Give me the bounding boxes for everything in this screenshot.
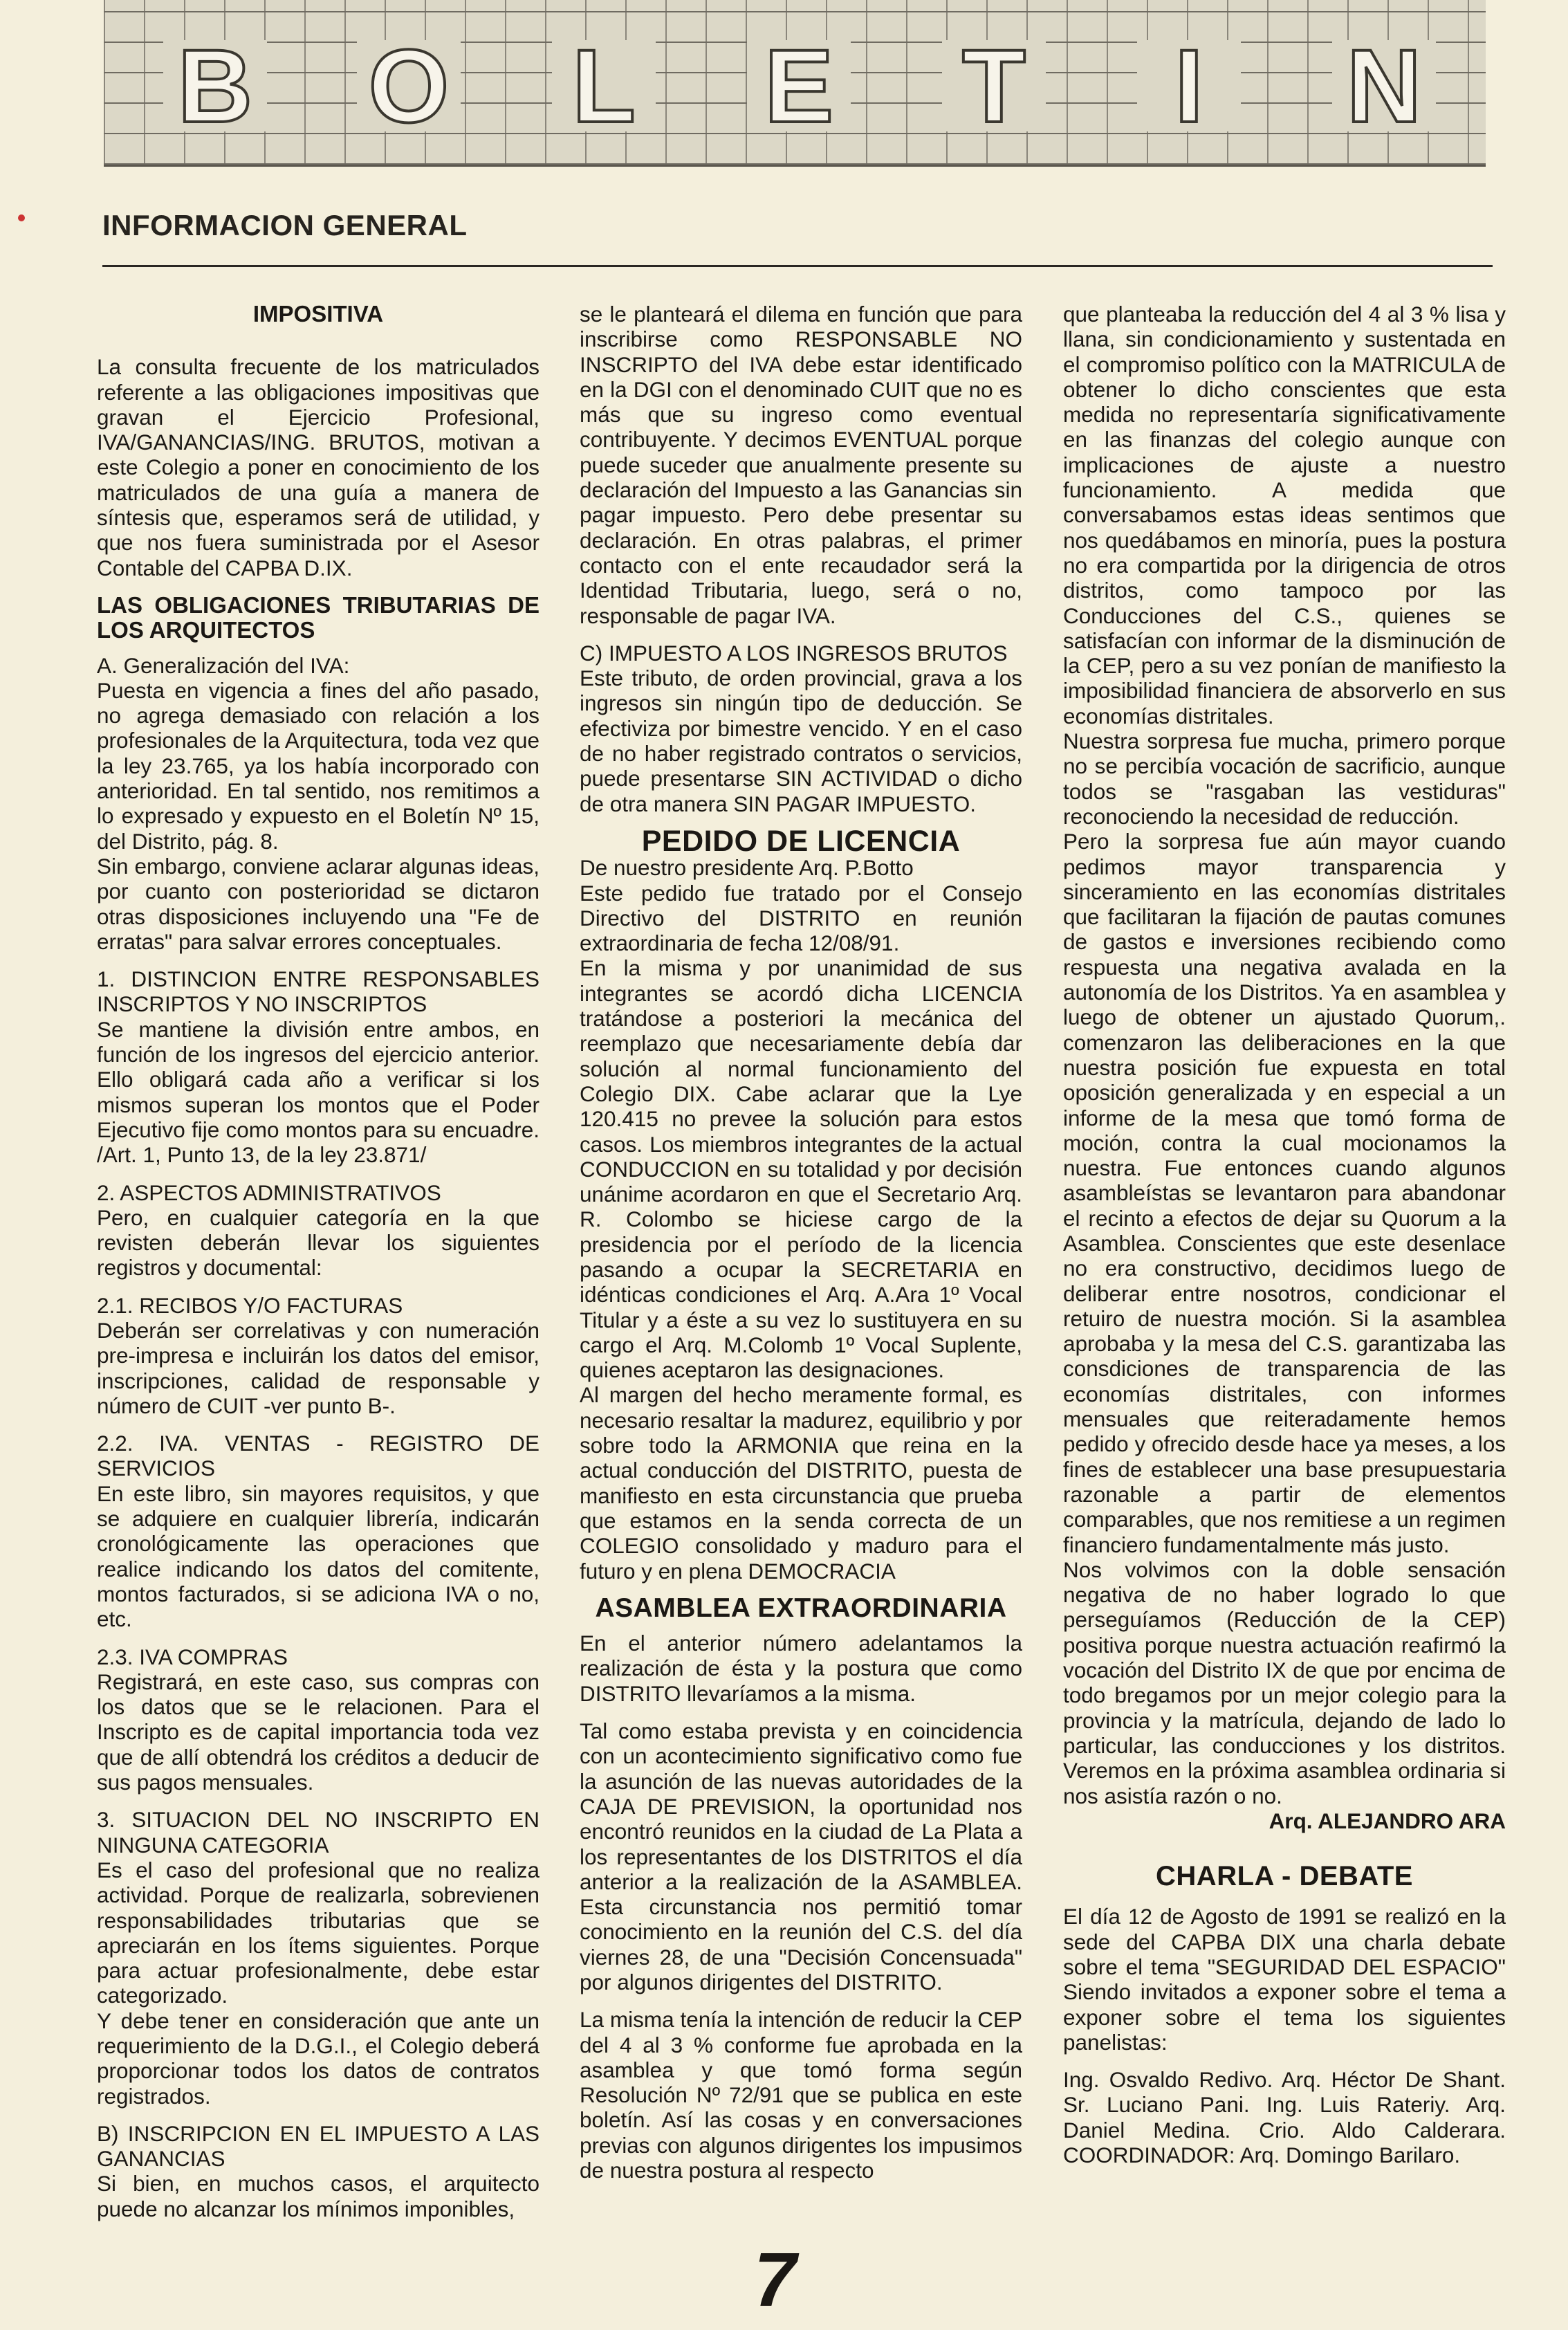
- heading-impositiva: IMPOSITIVA: [252, 301, 384, 327]
- paragraph: Pero, en cualquier categoría en la que revisten deberán llevar los siguientes registros y documental:: [97, 1204, 539, 1281]
- paragraph: El día 12 de Agosto de 1991 se realizó en la sede del CAPBA DIX una charla debate sobre el tema "SEGURIDAD DEL ESPACIO" Siendo invitados a exponer sobre el tema a exponer sobre el tema los siguientes panelistas:: [1063, 1904, 1506, 2055]
- paragraph: Este pedido fue tratado por el Consejo Directivo del DISTRITO en reunión extraordinaria de fecha 12/08/91.: [580, 880, 1022, 956]
- paragraph: Y debe tener en consideración que ante un requerimiento de la D.G.I., el Colegio deberá proporcionar todos los datos de contratos registrados.: [97, 2008, 539, 2109]
- banner-letter: N: [1332, 40, 1436, 131]
- paragraph: que planteaba la reducción del 4 al 3 % lisa y llana, sin condicionamiento y sustentada en el compromiso político con la MATRICULA de obtener lo dicho conscientes que esta medida no representaría significativamente en las finanzas del colegio aunque con implicaciones de ajuste a nuestro funcionamiento. A medida que conversabamos estas ideas sentimos que nos quedábamos en minoría, pues la postura no era compartida por la dirigencia de otros distritos, como tampoco por las Conducciones del C.S., quienes se satisfacían con informar de la disminución de la CEP, pero a su vez ponían de manifiesto la imposibilidad financiera de absorverlo en sus economías distritales.: [1063, 302, 1506, 728]
- paragraph: Este tributo, de orden provincial, grava a los ingresos sin ningún tipo de deducción. Se efectiviza por bimestre vencido. Y en el caso de no haber registrado contratos o servicios, puede presentarse SIN ACTIVIDAD o dicho de otra manera SIN PAGAR IMPUESTO.: [580, 666, 1022, 816]
- banner-letter: E: [747, 40, 851, 131]
- paragraph: En el anterior número adelantamos la realización de ésta y la postura que como DISTRITO llevaríamos a la misma.: [580, 1631, 1022, 1706]
- paragraph: Al margen del hecho meramente formal, es necesario resaltar la madurez, equilibrio y por sobre todo la ARMONIA que reina en la actual conducción del DISTRITO, puesta de manifiesto en esta circunstancia que prueba que estamos en la senda correcta de un COLEGIO consolidado y maduro para el futuro y en plena DEMOCRACIA: [580, 1382, 1022, 1584]
- section-title: INFORMACION GENERAL: [102, 209, 468, 241]
- subheading: 2.2. IVA. VENTAS - REGISTRO DE SERVICIOS: [97, 1431, 539, 1481]
- boletin-banner: [104, 0, 1486, 167]
- paragraph: Se mantiene la división entre ambos, en función de los ingresos del ejercicio anterior. Ello obligará cada año a verificar si los mismos superan los montos que el Poder Ejecutivo fije como montos para su encuadre. /Art. 1, Punto 13, de la ley 23.871/: [97, 1016, 539, 1168]
- page-number: 7: [754, 2237, 797, 2322]
- subheading: 3. SITUACION DEL NO INSCRIPTO EN NINGUNA CATEGORIA: [97, 1807, 539, 1857]
- heading-asamblea: ASAMBLEA EXTRAORDINARIA: [595, 1593, 1007, 1623]
- heading-pedido-licencia: PEDIDO DE LICENCIA: [641, 824, 961, 858]
- paragraph: En este libro, sin mayores requisitos, y que se adquiere en cualquier librería, indicarán cronológicamente las operaciones que realice indicando los datos del comitente, montos facturados, si se adiciona IVA o no, etc.: [97, 1480, 539, 1632]
- paragraph: Sin embargo, conviene aclarar algunas ideas, por cuanto con posterioridad se dictaron otras disposiciones incluyendo una "Fe de erratas" para salvar errores conceptuales.: [97, 853, 539, 954]
- paragraph: Nuestra sorpresa fue mucha, primero porque no se percibía vocación de sacrificio, aunque todos se "rasgaban las vestiduras" reconociendo la necesidad de reducción.: [1063, 728, 1506, 829]
- banner-letter: L: [552, 40, 656, 131]
- paragraph: La misma tenía la intención de reducir la CEP del 4 al 3 % conforme fue aprobada en la asamblea y que tomó forma según Resolución Nº 72/91 que se publica en este boletín. Así las cosas y en conversaciones previas con algunos dirigentes los impusimos de nuestra postura al respecto: [580, 2007, 1022, 2183]
- paragraph: Pero la sorpresa fue aún mayor cuando pedimos mayor transparencia y sinceramiento en las economías distritales que facilitaran la fijación de pautas comunes de gastos e inversiones recibiendo como respuesta una negativa avalada en la autonomía de los Distritos. Ya en asamblea y luego de obtener un ajustado Quorum,. comenzaron las deliberaciones en la que nuestra posición fue expuesta en total oposición generalizada y en especial a un informe de la mesa que tomó forma de moción, contra la cual mocionamos la nuestra. Fue entonces cuando algunos asambleístas se levantaron para abandonar el recinto a efectos de dejar su Quorum a la Asamblea. Conscientes que este desenlace no era constructivo, decidimos luego de deliberar entre nosotros, condicionar el retuiro de nuestra moción. Si la asamblea aprobaba y la mesa del C.S. garantizaba las consdiciones de transparencia de las economías distritales, con informes mensuales que reiteradamente hemos pedido y ofrecido desde hace ya meses, a los fines de establecer una base presupuestaria razonable a partir de elementos comparables, que nos remitiese a un regimen financiero fundamentalmente más justo.: [1063, 829, 1506, 1557]
- column-3: [1063, 302, 1506, 2180]
- section-divider: [102, 265, 1493, 267]
- subheading: A. Generalización del IVA:: [97, 652, 350, 678]
- heading-charla-debate: CHARLA - DEBATE: [1156, 1861, 1413, 1892]
- paragraph: Deberán ser correlativas y con numeración pre-impresa e incluirán los datos del emisor, inscripciones, calidad de responsable y número de CUIT -ver punto B-.: [97, 1317, 539, 1418]
- paragraph: En la misma y por unanimidad de sus integrantes se acordó dicha LICENCIA tratándose a posteriori la mecánica del reemplazo que necesariamente debía dar solución al normal funcionamiento del Colegio DIX. Cabe aclarar que la Lye 120.415 no prevee la solución para estos casos. Los miembros integrantes de la actual CONDUCCION en su totalidad y por decisión unánime acordaron en que el Secretario Arq. R. Colombo se hiciese cargo de la presidencia por el período de la licencia pasando a ocupar la SECRETARIA en idénticas condiciones el Arq. A.Ara 1º Vocal Titular y a éste a su vez lo sustituyera en su cargo el Arq. M.Colomb 1º Vocal Suplente, quienes aceptaron las designaciones.: [580, 955, 1022, 1383]
- heading-obligaciones: LAS OBLIGACIONES TRIBUTARIAS DE LOS ARQUITECTOS: [97, 591, 539, 643]
- paragraph: Nos volvimos con la doble sensación negativa de no haber logrado lo que perseguíamos (Reducción de la CEP) positiva porque nuestra actuación reafirmó la vocación del Distrito IX de que por encima de todo bregamos por un mejor colegio para la provincia y la matrícula, dejando de lado lo particular, las conducciones y los distritos. Veremos en la próxima asamblea ordinaria si nos asistía razón o no.: [1063, 1557, 1506, 1808]
- paragraph: Registrará, en este caso, sus compras con los datos que se le relacionen. Para el Inscripto es de capital importancia toda vez que de allí obtendrá los créditos a deducir de sus pagos mensuales.: [97, 1669, 539, 1795]
- banner-letter: O: [357, 40, 461, 131]
- subheading: C) IMPUESTO A LOS INGRESOS BRUTOS: [580, 640, 1008, 666]
- paragraph: Puesta en vigencia a fines del año pasado, no agrega demasiado con relación a los profesionales de la Arquitectura, toda vez que la ley 23.765, ya los había incorporado con anterioridad. En tal sentido, nos remitimos a lo expresado y expuesto en el Boletín Nº 15, del Distrito, pág. 8.: [97, 677, 539, 854]
- column-2: [580, 302, 1022, 2195]
- paragraph: La consulta frecuente de los matriculados referente a las obligaciones impositivas que gravan el Ejercicio Profesional, IVA/GANANCIAS/ING. BRUTOS, motivan a este Colegio a poner en conocimiento de los matriculados de una guía a manera de síntesis que, esperamos será de utilidad, y que nos fuera suministrada por el Asesor Contable del CAPBA D.IX.: [97, 354, 539, 580]
- column-1: [97, 302, 539, 2234]
- subheading: 2. ASPECTOS ADMINISTRATIVOS: [97, 1180, 441, 1205]
- paragraph: Tal como estaba prevista y en coincidencia con un acontecimiento significativo como fue la asunción de las nuevas autoridades de la CAJA DE PREVISION, la oportunidad nos encontró reunidos en la ciudad de La Plata a los representantes de los DISTRITOS el día anterior a la realización de la ASAMBLEA. Esta circunstancia nos permitió tomar conocimiento en la reunión del C.S. del día viernes 28, de una "Decisión Concensuada" por algunos dirigentes del DISTRITO.: [580, 1718, 1022, 1994]
- subheading: 2.3. IVA COMPRAS: [97, 1644, 288, 1669]
- subheading: B) INSCRIPCION EN EL IMPUESTO A LAS GANANCIAS: [97, 2120, 539, 2172]
- banner-letter: B: [163, 40, 267, 131]
- banner-letter: I: [1137, 40, 1241, 131]
- paragraph: se le planteará el dilema en función que para inscribirse como RESPONSABLE NO INSCRIPTO del IVA debe estar identificado en la DGI con el denominado CUIT que no es más que su ingreso como eventual contribuyente. Y decimos EVENTUAL porque puede suceder que anualmente presente su declaración del Impuesto a las Ganancias sin pagar impuesto. Pero debe presentar su declaración. En otras palabras, el primer contacto con el ente recaudador será la Identidad Tributaria, luego, será o no, responsable de pagar IVA.: [580, 302, 1022, 628]
- subheading: 1. DISTINCION ENTRE RESPONSABLES INSCRIPTOS Y NO INSCRIPTOS: [97, 966, 539, 1017]
- paragraph: Si bien, en muchos casos, el arquitecto puede no alcanzar los mínimos imponibles,: [97, 2171, 539, 2221]
- byline: De nuestro presidente Arq. P.Botto: [580, 855, 914, 881]
- banner-letter: T: [942, 40, 1046, 131]
- subheading: 2.1. RECIBOS Y/O FACTURAS: [97, 1292, 403, 1318]
- paragraph: Es el caso del profesional que no realiza actividad. Porque de realizarla, sobrevienen responsabilidades tributarias que se apreciarán en los ítems siguientes. Porque para actuar profesionalmente, debe estar categorizado.: [97, 1857, 539, 2008]
- author-signature: Arq. ALEJANDRO ARA: [1269, 1808, 1506, 1833]
- margin-dot: [18, 214, 25, 221]
- paragraph: Ing. Osvaldo Redivo. Arq. Héctor De Shant. Sr. Luciano Pani. Ing. Luis Rateriy. Arq. Daniel Medina. Crio. Aldo Calderara. COORDINADOR: Arq. Domingo Barilaro.: [1063, 2067, 1506, 2168]
